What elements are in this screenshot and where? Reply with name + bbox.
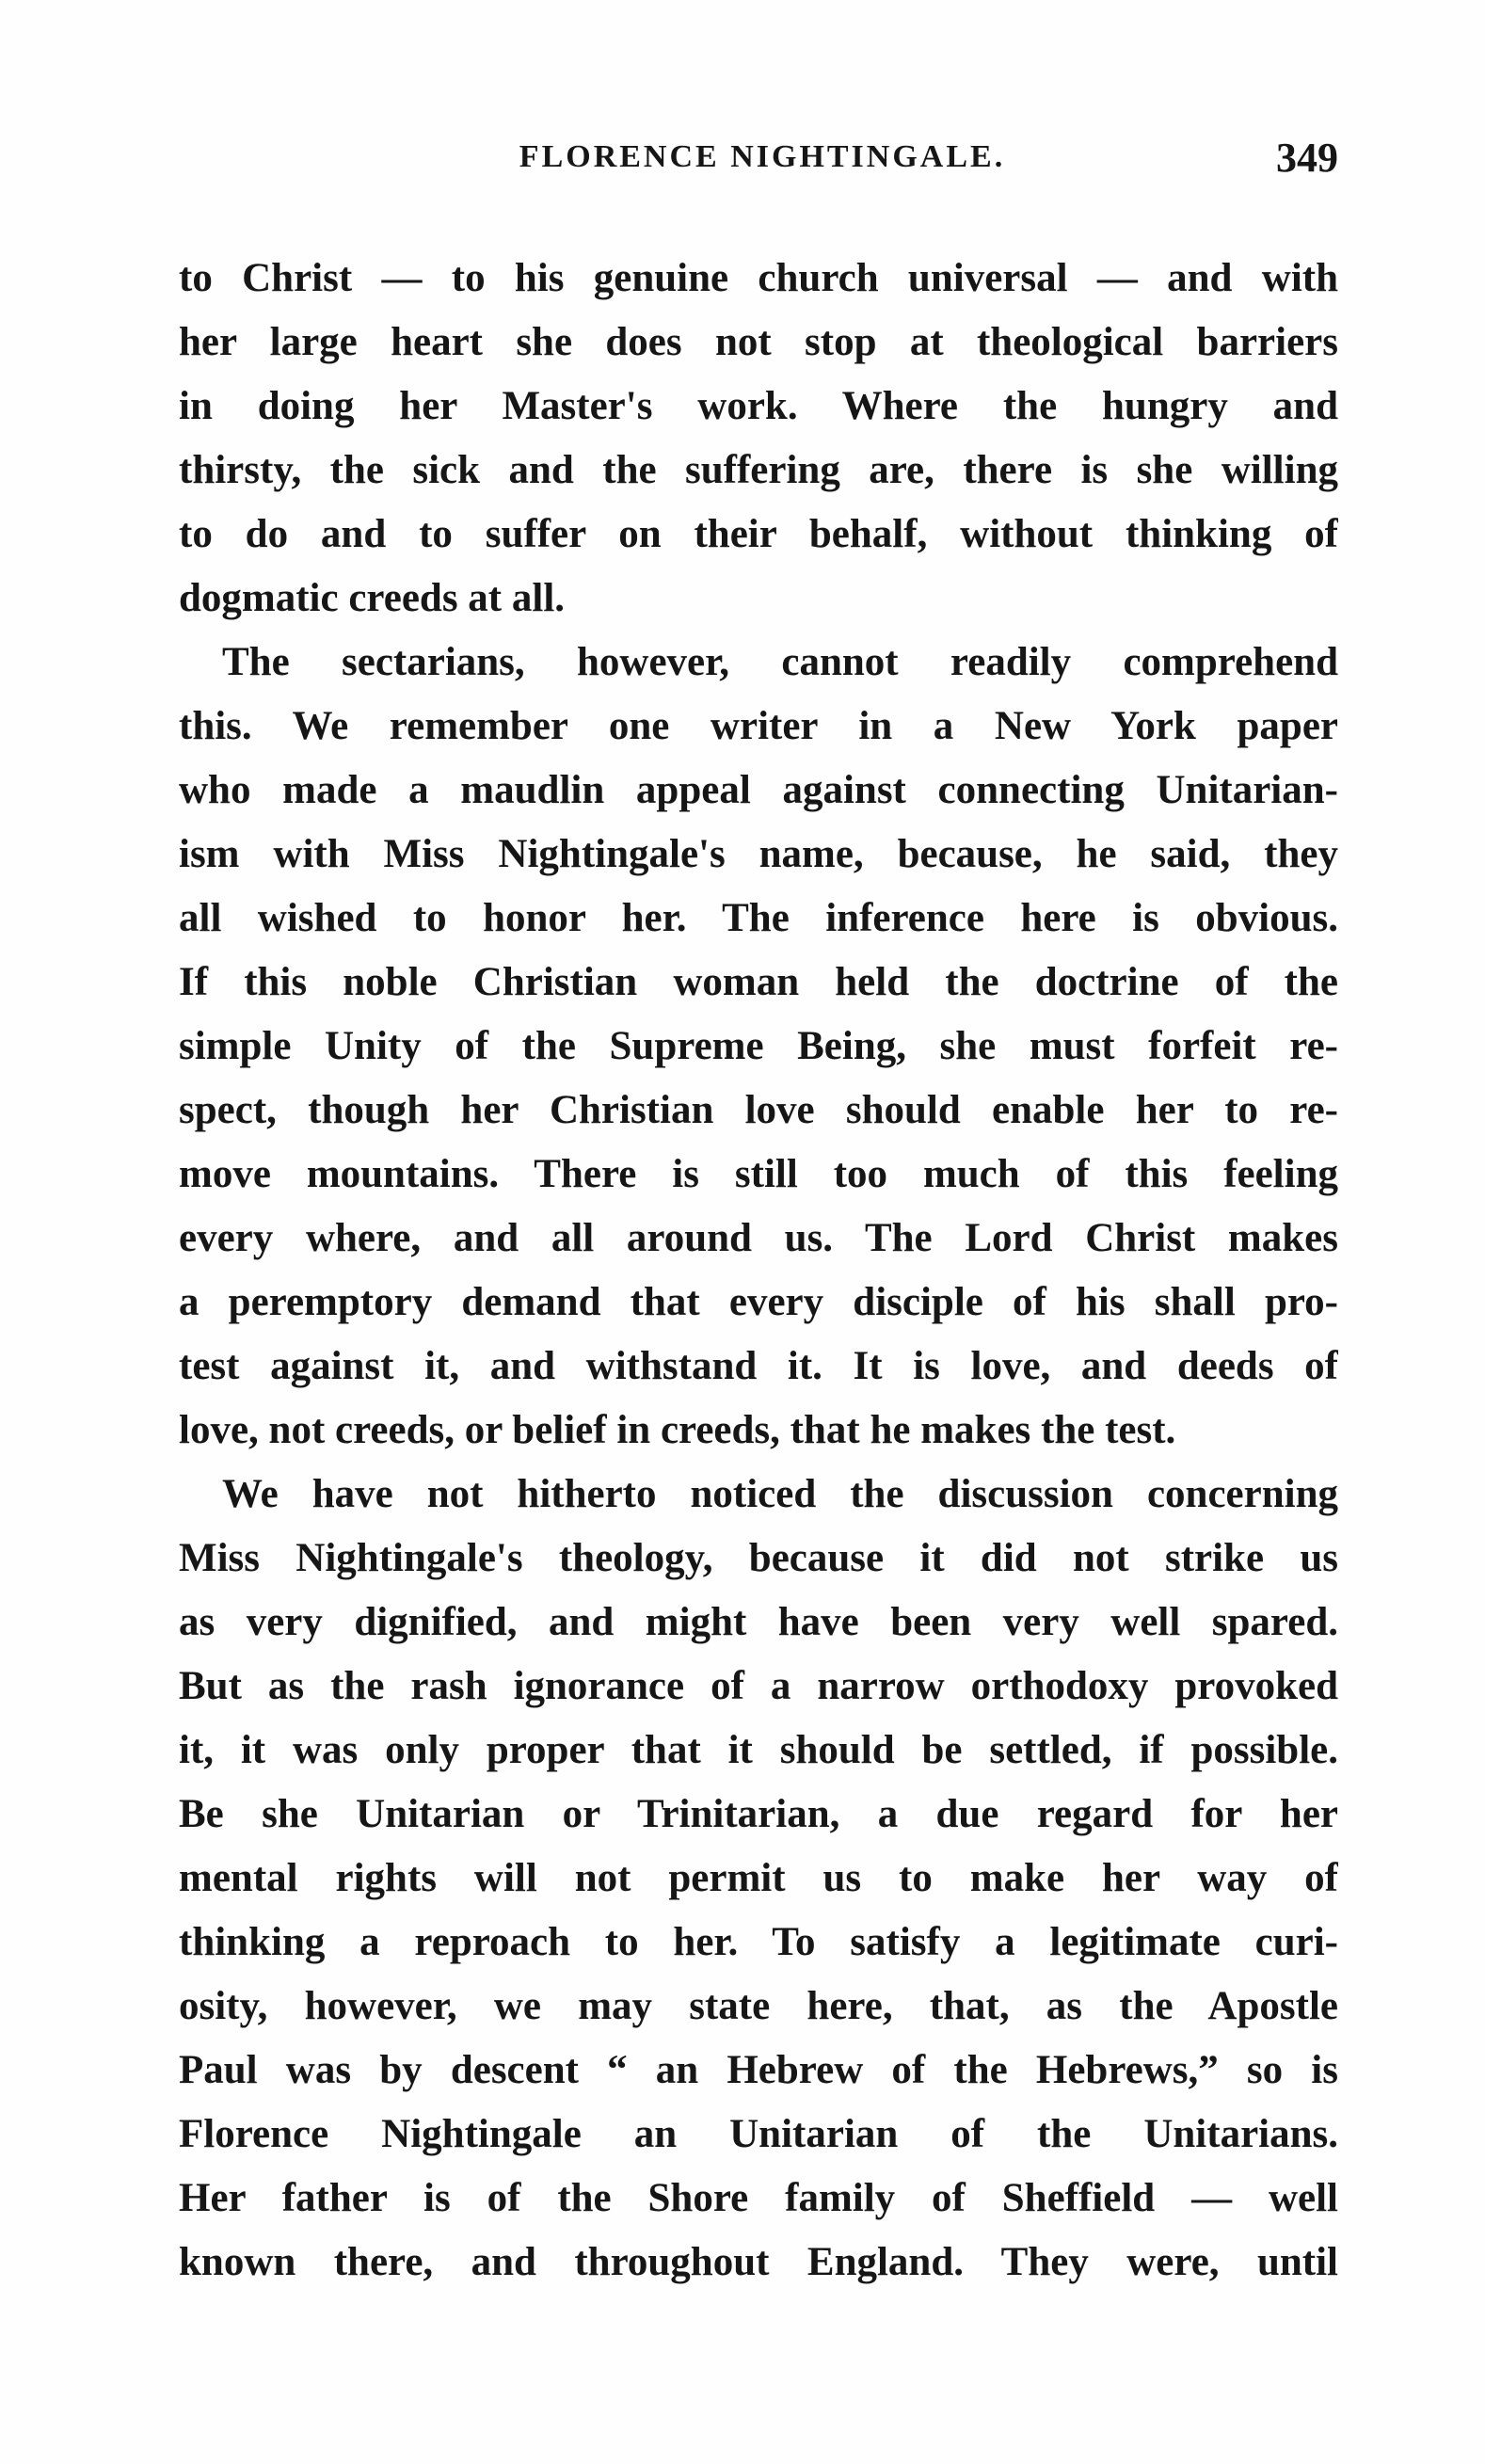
text-line: thirsty, the sick and the suffering are, there is she willing	[179, 448, 1338, 492]
text-line: to Christ — to his genuine church universal — and with	[179, 256, 1338, 300]
text-line: mental rights will not permit us to make her way of	[179, 1856, 1338, 1900]
body-text	[179, 247, 1338, 2295]
page-number: 349	[1276, 135, 1338, 181]
text-line: a peremptory demand that every disciple of his shall pro-	[179, 1280, 1338, 1324]
text-line: Paul was by descent “ an Hebrew of the Hebrews,” so is	[179, 2048, 1338, 2092]
text-line: all wished to honor her. The inference here is obvious.	[179, 896, 1338, 940]
text-line: it, it was only proper that it should be settled, if possible.	[179, 1728, 1338, 1772]
text-line: known there, and throughout England. They were, until	[179, 2240, 1338, 2284]
text-line: spect, though her Christian love should enable her to re-	[179, 1088, 1338, 1132]
text-line: Miss Nightingale's theology, because it did not strike us	[179, 1536, 1338, 1580]
text-line: We have not hitherto noticed the discussion concerning	[222, 1472, 1338, 1516]
text-line: in doing her Master's work. Where the hungry and	[179, 384, 1338, 428]
text-line: ism with Miss Nightingale's name, because, he said, they	[179, 832, 1338, 876]
paragraph-2	[179, 631, 1338, 1463]
text-line: who made a maudlin appeal against connecting Unitarian-	[179, 768, 1338, 812]
paragraph-1	[179, 247, 1338, 631]
paragraph-3	[179, 1463, 1338, 2295]
text-line: osity, however, we may state here, that, as the Apostle	[179, 1984, 1338, 2028]
text-line: move mountains. There is still too much of this feeling	[179, 1152, 1338, 1196]
text-line: Florence Nightingale an Unitarian of the Unitarians.	[179, 2112, 1338, 2156]
text-line: dogmatic creeds at all.	[179, 576, 566, 620]
text-line: test against it, and withstand it. It is love, and deeds of	[179, 1344, 1338, 1388]
text-line: The sectarians, however, cannot readily comprehend	[222, 640, 1338, 684]
running-title: FLORENCE NIGHTINGALE.	[519, 139, 1006, 174]
text-line: her large heart she does not stop at theological barriers	[179, 320, 1338, 364]
text-line: love, not creeds, or belief in creeds, that he makes the test.	[179, 1408, 1176, 1452]
text-line: thinking a reproach to her. To satisfy a legitimate curi-	[179, 1920, 1338, 1964]
text-line: Her father is of the Shore family of Sheffield — well	[179, 2176, 1338, 2220]
text-line: this. We remember one writer in a New York paper	[179, 704, 1338, 748]
text-line: If this noble Christian woman held the doctrine of the	[179, 960, 1338, 1004]
text-line: every where, and all around us. The Lord Christ makes	[179, 1216, 1338, 1260]
text-line: to do and to suffer on their behalf, without thinking of	[179, 512, 1338, 556]
text-line: simple Unity of the Supreme Being, she must forfeit re-	[179, 1024, 1338, 1068]
running-head	[179, 135, 1346, 196]
text-line: as very dignified, and might have been very well spared.	[179, 1600, 1338, 1644]
text-line: Be she Unitarian or Trinitarian, a due regard for her	[179, 1792, 1338, 1836]
text-line: But as the rash ignorance of a narrow orthodoxy provoked	[179, 1664, 1338, 1708]
